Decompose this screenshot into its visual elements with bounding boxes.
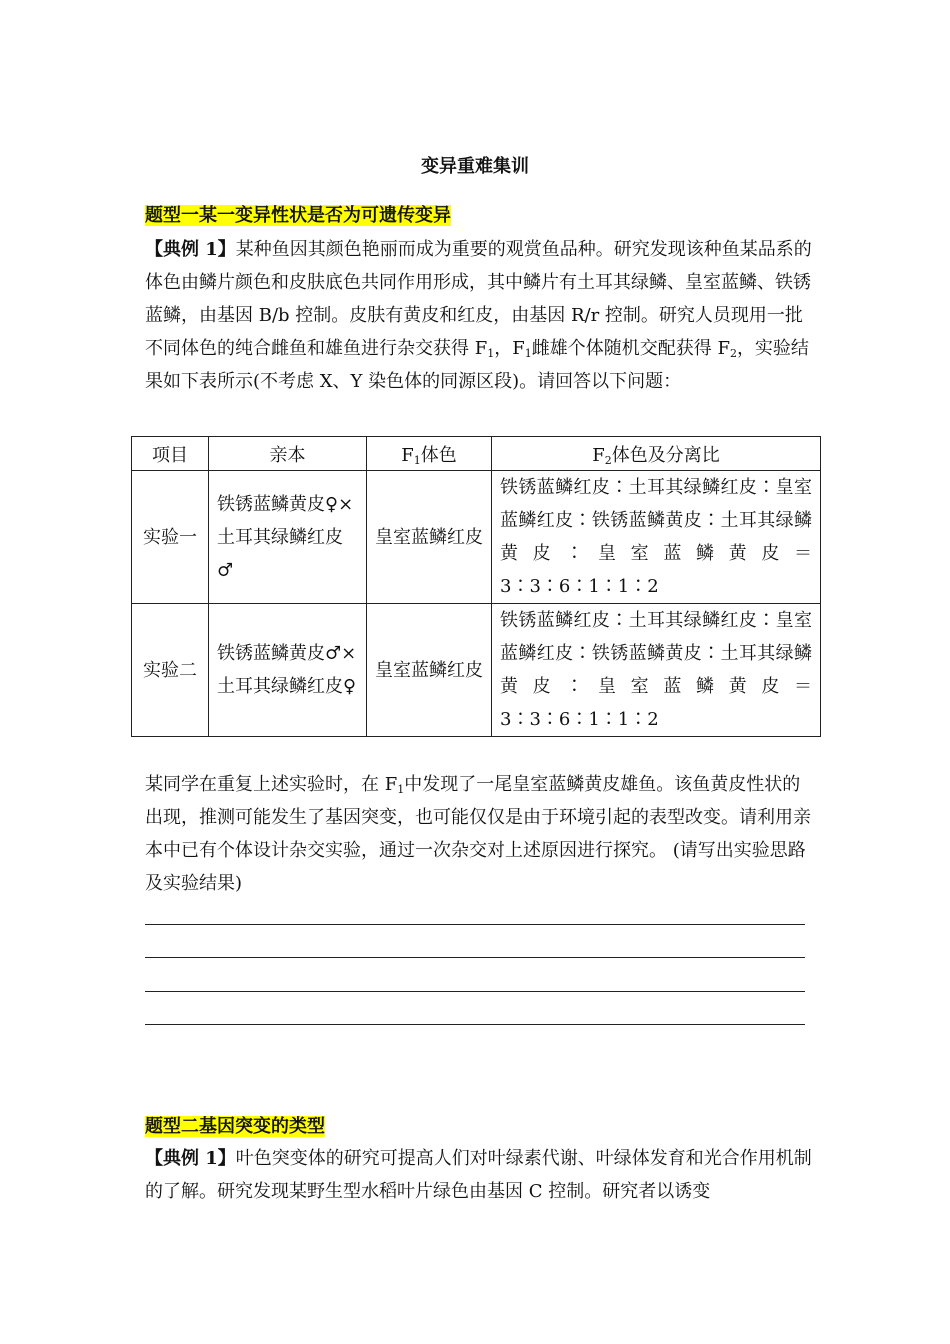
section2-intro-text: 叶色突变体的研究可提高人们对叶绿素代谢、叶绿体发育和光合作用机制的了解。研究发现某野生型水稻叶片绿色由基因 C 控制。研究者以诱变 <box>145 1148 812 1202</box>
subscript: 1 <box>397 783 405 796</box>
section1-question <box>145 768 817 900</box>
section2-heading <box>145 1112 325 1138</box>
page-title: 变异重难集训 <box>421 156 529 177</box>
subscript: 1 <box>487 347 495 360</box>
experiment-table <box>131 436 821 737</box>
section2-heading-text: 题型二基因突变的类型 <box>145 1116 325 1137</box>
row2-item: 实验二 <box>132 604 209 737</box>
answer-line <box>145 924 805 925</box>
table-row <box>132 604 821 737</box>
answer-line <box>145 1024 805 1025</box>
row1-f1: 皇室蓝鳞红皮 <box>367 471 492 604</box>
question-text-2: 中发现了一尾皇室蓝鳞黄皮雄鱼。该鱼黄皮性状的出现，推测可能发生了基因突变，也可能仅仅是由于环境引起的表型改变。请利用亲本中已有个体设计杂交实验，通过一次杂交对上述原因进行探究。 (请写出实验思路及实验结果) <box>145 774 811 894</box>
header-f2: $F_2$体色及分离比 <box>492 437 821 471</box>
example-label: 【典例 1】 <box>145 239 236 260</box>
table-row <box>132 471 821 604</box>
section1-intro <box>145 233 817 398</box>
table-header-row <box>132 437 821 471</box>
question-text-1: 某同学在重复上述实验时，在 F <box>145 774 398 795</box>
header-item: 项目 <box>132 437 209 471</box>
answer-line <box>145 957 805 958</box>
intro-text-3: 雌雄个体随机交配获得 F <box>531 338 730 359</box>
answer-line <box>145 991 805 992</box>
section1-heading-text: 题型一某一变异性状是否为可遗传变异 <box>145 205 451 226</box>
row2-f2: 铁锈蓝鳞红皮∶土耳其绿鳞红皮∶皇室蓝鳞红皮∶铁锈蓝鳞黄皮∶土耳其绿鳞黄皮∶皇室蓝鳞黄皮＝3∶3∶6∶1∶1∶2 <box>492 604 821 737</box>
row1-f2: 铁锈蓝鳞红皮∶土耳其绿鳞红皮∶皇室蓝鳞红皮∶铁锈蓝鳞黄皮∶土耳其绿鳞黄皮∶皇室蓝鳞黄皮＝3∶3∶6∶1∶1∶2 <box>492 471 821 604</box>
subscript: 2 <box>729 347 737 360</box>
row2-parents: 铁锈蓝鳞黄皮♂×土耳其绿鳞红皮♀ <box>209 604 367 737</box>
subscript: 1 <box>524 347 532 360</box>
intro-text-4: ，实验结果如下表所示(不考虑 X、Y 染色体的同源区段)。请回答以下问题： <box>145 338 809 392</box>
section2-intro <box>145 1142 817 1208</box>
row1-item: 实验一 <box>132 471 209 604</box>
section1-heading <box>145 201 451 227</box>
header-parents: 亲本 <box>209 437 367 471</box>
row2-f1: 皇室蓝鳞红皮 <box>367 604 492 737</box>
intro-text-1: 某种鱼因其颜色艳丽而成为重要的观赏鱼品种。研究发现该种鱼某品系的体色由鳞片颜色和皮肤底色共同作用形成，其中鳞片有土耳其绿鳞、皇室蓝鳞、铁锈蓝鳞，由基因 B/b 控制。皮肤有黄皮和红皮，由基因 R/r 控制。研究人员现用一批不同体色的纯合雌鱼和雄鱼进行杂交获得 F <box>145 239 812 359</box>
example-label: 【典例 1】 <box>145 1148 236 1169</box>
intro-text-2: ，F <box>494 338 525 359</box>
header-f1: $F_1$体色 <box>367 437 492 471</box>
row1-parents: 铁锈蓝鳞黄皮♀×土耳其绿鳞红皮♂ <box>209 471 367 604</box>
